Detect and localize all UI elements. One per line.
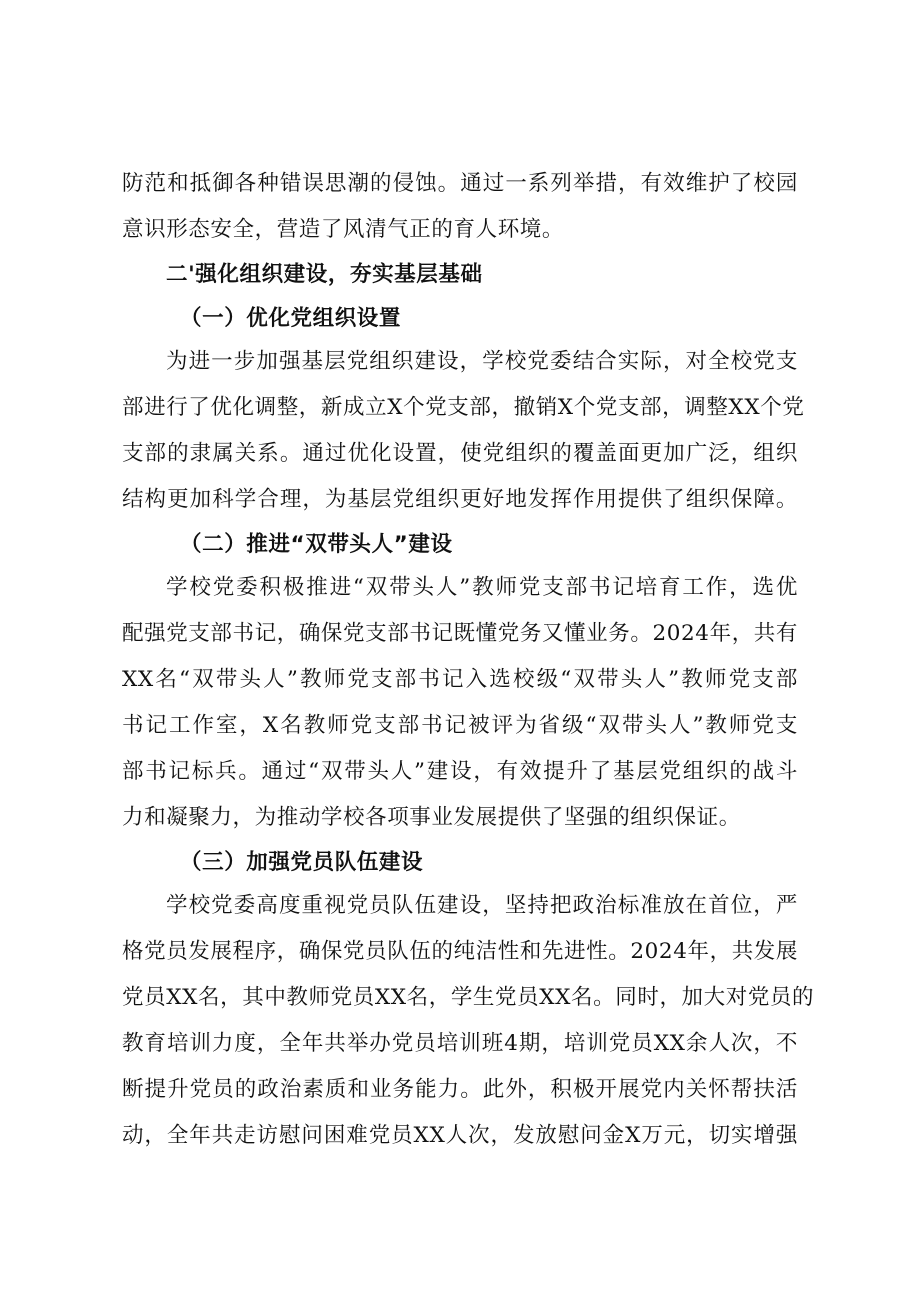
paragraph-line: 配强党支部书记，确保党支部书记既懂党务又懂业务。2024年，共有 — [122, 621, 798, 646]
subsection-heading: （三）加强党员队伍建设 — [180, 850, 424, 875]
paragraph-line: 学校党委积极推进“双带头人”教师党支部书记培育工作，选优 — [166, 575, 798, 600]
paragraph-line: 防范和抵御各种错误思潮的侵蚀。通过一系列举措，有效维护了校园 — [122, 171, 798, 196]
paragraph-line: 力和凝聚力，为推动学校各项事业发展提供了坚强的组织保证。 — [122, 805, 741, 830]
paragraph-line: 部进行了优化调整，新成立X个党支部，撤销X个党支部，调整XX个党 — [122, 395, 805, 420]
paragraph-line: 部书记标兵。通过“双带头人”建设，有效提升了基层党组织的战斗 — [122, 759, 798, 784]
paragraph-line: 意识形态安全，营造了风清气正的育人环境。 — [122, 217, 565, 242]
paragraph-line: 断提升党员的政治素质和业务能力。此外，积极开展党内关怀帮扶活 — [122, 1077, 798, 1102]
paragraph-line: 学校党委高度重视党员队伍建设，坚持把政治标准放在首位，严 — [166, 893, 798, 918]
paragraph-line: 支部的隶属关系。通过优化设置，使党组织的覆盖面更加广泛，组织 — [122, 441, 798, 466]
subsection-heading: （二）推进“双带头人”建设 — [180, 532, 453, 557]
paragraph-line: 为进一步加强基层党组织建设，学校党委结合实际，对全校党支 — [166, 349, 798, 374]
paragraph-line: 格党员发展程序，确保党员队伍的纯洁性和先进性。2024年，共发展 — [122, 939, 798, 964]
paragraph-line: 书记工作室，X名教师党支部书记被评为省级“双带头人”教师党支 — [122, 713, 798, 738]
paragraph-line: 结构更加科学合理，为基层党组织更好地发挥作用提供了组织保障。 — [122, 487, 798, 512]
paragraph-line: 教育培训力度，全年共举办党员培训班4期，培训党员XX余人次，不 — [122, 1031, 798, 1056]
paragraph-line: 党员XX名，其中教师党员XX名，学生党员XX名。同时，加大对党员的 — [122, 985, 815, 1010]
paragraph-line: 动，全年共走访慰问困难党员XX人次，发放慰问金X万元，切实增强 — [122, 1123, 798, 1148]
section-heading: 二'强化组织建设，夯实基层基础 — [166, 262, 483, 287]
subsection-heading: （一）优化党组织设置 — [180, 306, 402, 331]
paragraph-line: XX名“双带头人”教师党支部书记入选校级“双带头人”教师党支部 — [122, 667, 798, 692]
